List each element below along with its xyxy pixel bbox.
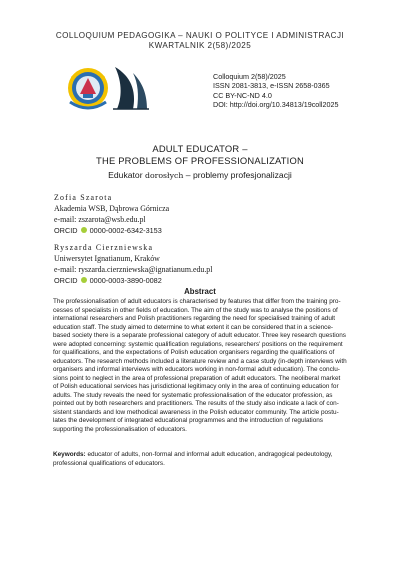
journal-name: COLLOQUIUM PEDAGOGIKA – NAUKI O POLITYCE I ADMINISTRACJI <box>55 31 345 40</box>
abstract-line: The professionalisation of adult educators is characterised by features that differ from the training pro- <box>53 298 341 305</box>
author-block-1 <box>54 193 169 237</box>
abstract-line: educators. The research methods included a literature review and a case study (in-depth interviews with <box>53 357 347 365</box>
keywords-text-1: educator of adults, non-formal and informal adult education, andragogical pedeutology, <box>85 451 333 458</box>
abstract-line: for qualifications, and the expectations of Polish education organisers regarding the qualifications of <box>53 349 335 356</box>
author-orcid <box>54 276 212 287</box>
author-name: Zofia Szarota <box>54 193 113 202</box>
author-affiliation: Uniwersytet Ignatianum, Kraków <box>54 253 160 263</box>
article-title-pl <box>0 170 400 181</box>
keywords <box>53 451 346 468</box>
abstract-line: sions point to neglect in the area of professional preparation of adult educators. The neoliberal market <box>53 374 341 382</box>
orcid-icon <box>81 227 87 233</box>
issue-label: Colloquium 2(58)/2025 <box>213 72 286 81</box>
author-email[interactable]: e-mail: zszarota@wsb.edu.pl <box>54 214 146 224</box>
issn-label: ISSN 2081-3813, e-ISSN 2658-0365 <box>213 81 330 91</box>
article-title-en <box>0 143 400 166</box>
journal-issue: KWARTALNIK 2(58)/2025 <box>148 41 252 50</box>
title-pl-part-2: dorosłych <box>144 171 184 180</box>
orcid-icon <box>81 277 87 283</box>
abstract-line: adults. The study reveals the need for systematic professionalisation of the educator profession, as <box>53 391 333 399</box>
author-name: Ryszarda Cierzniewska <box>54 243 154 252</box>
title-pl-part-3: – problemy profesjonalizacji <box>183 170 292 180</box>
journal-header <box>0 31 400 51</box>
logos <box>66 64 166 114</box>
title-line-2: THE PROBLEMS OF PROFESSIONALIZATION <box>96 154 304 166</box>
publication-info <box>213 72 338 110</box>
abstract-body <box>53 298 346 434</box>
abstract-heading: Abstract <box>184 287 216 296</box>
keywords-text-2: professional qualifications of educators. <box>53 459 165 467</box>
abstract-line: education staff. The study aimed to determine to what extent it can be considered that in a science- <box>53 323 334 331</box>
orcid-label: ORCID <box>54 275 78 285</box>
author-affiliation: Akademia WSB, Dąbrowa Górnicza <box>54 203 170 213</box>
author-email[interactable]: e-mail: ryszarda.cierzniewska@ignatianum.edu.pl <box>54 264 213 274</box>
abstract-line: lates the development of integrated educational programmes and the introduction of regulations <box>53 417 323 424</box>
abstract-line: based society there is a separate professional category of adult educator. Three key research questions <box>53 332 346 339</box>
title-pl-part-1: Edukator <box>108 170 145 180</box>
orcid-id[interactable]: 0000-0003-3890-0082 <box>89 275 162 285</box>
abstract-line: of Polish educational services has jurisdictional legitimacy only in the area of continuing education for <box>53 383 339 390</box>
sailboat-logo <box>111 65 151 113</box>
license-label: CC BY-NC-ND 4.0 <box>213 90 272 100</box>
title-line-1: ADULT EDUCATOR – <box>152 143 248 154</box>
keywords-label: Keywords: <box>53 451 86 458</box>
abstract-line: supporting the professionalisation of educators. <box>53 425 187 433</box>
abstract-line: organisers and informal interviews with educators working in non-formal adult education). The conclu- <box>53 366 340 373</box>
doi-link[interactable]: DOI: http://doi.org/10.34813/19coll2025 <box>213 100 339 110</box>
orcid-label: ORCID <box>54 225 78 235</box>
abstract-line: international researchers and Polish practitioners regarding the need for specialised training of adult <box>53 315 336 322</box>
author-orcid <box>54 226 169 237</box>
orcid-id[interactable]: 0000-0002-6342-3153 <box>89 225 162 235</box>
abstract-line: sistent standards and low methodical awareness in the Polish educator community. The article postu- <box>53 408 339 416</box>
abstract-line: pointed out by both researchers and practitioners. The results of the study also indicate a lack of con- <box>53 400 339 407</box>
abstract-line: cesses of specialists in other fields of education. The aim of the study was to analyse the positions of <box>53 306 338 314</box>
author-block-2 <box>54 243 212 287</box>
university-crest-logo <box>66 64 110 112</box>
abstract-line: were adopted concerning: systemic qualification regulations, researchers' positions on the requirement <box>53 340 343 348</box>
